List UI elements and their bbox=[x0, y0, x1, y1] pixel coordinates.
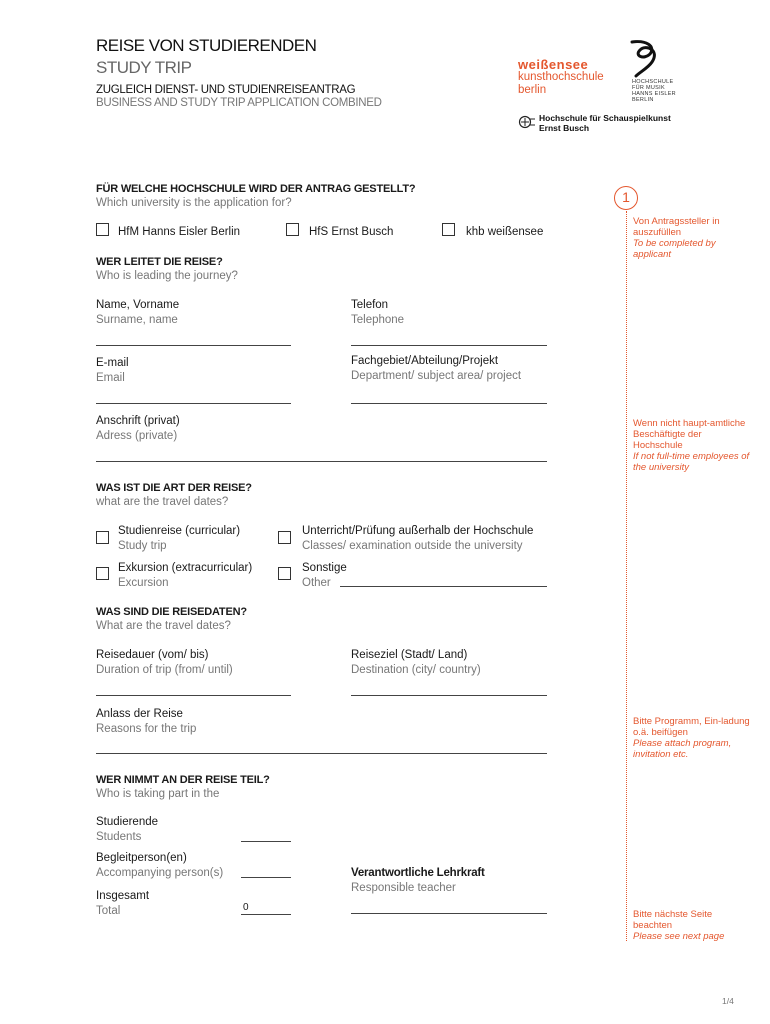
hfm-logo-text: HOCHSCHULE FÜR MUSIK HANNS EISLER BERLIN bbox=[632, 79, 676, 103]
email-label-en: Email bbox=[96, 372, 125, 384]
total-label-en: Total bbox=[96, 905, 121, 917]
form-title-en: STUDY TRIP bbox=[96, 58, 192, 77]
type-question: WAS IST DIE ART DER REISE? bbox=[96, 482, 252, 494]
step-number-badge: 1 bbox=[614, 186, 638, 210]
hfm-emblem-icon bbox=[626, 38, 664, 78]
busch-emblem-icon bbox=[518, 115, 536, 129]
name-field[interactable] bbox=[96, 345, 291, 346]
dates-question-en: What are the travel dates? bbox=[96, 620, 231, 632]
classes-outside-label: Unterricht/Prüfung außerhalb der Hochschule bbox=[302, 525, 534, 537]
address-label-en: Adress (private) bbox=[96, 430, 178, 442]
excursion-label-en: Excursion bbox=[118, 577, 169, 589]
checkbox-hfs[interactable] bbox=[286, 223, 299, 236]
reason-label: Anlass der Reise bbox=[96, 708, 183, 720]
teacher-field[interactable] bbox=[351, 913, 547, 914]
weissensee-logo: weißensee kunsthochschule berlin bbox=[518, 57, 604, 96]
phone-field[interactable] bbox=[351, 345, 547, 346]
name-label-en: Surname, name bbox=[96, 314, 178, 326]
name-label: Name, Vorname bbox=[96, 299, 180, 311]
other-label: Sonstige bbox=[302, 562, 347, 574]
teacher-label-en: Responsible teacher bbox=[351, 882, 456, 894]
type-question-en: what are the travel dates? bbox=[96, 496, 229, 508]
destination-label-en: Destination (city/ country) bbox=[351, 664, 481, 676]
email-label: E-mail bbox=[96, 357, 129, 369]
checkbox-classes-outside[interactable] bbox=[278, 531, 291, 544]
busch-logo-text: Hochschule für Schauspielkunst Ernst Busch bbox=[539, 113, 671, 133]
checkbox-study-trip[interactable] bbox=[96, 531, 109, 544]
dotted-guide-line bbox=[626, 211, 627, 941]
other-label-en: Other bbox=[302, 577, 331, 589]
department-label: Fachgebiet/Abteilung/Projekt bbox=[351, 355, 499, 367]
checkbox-other[interactable] bbox=[278, 567, 291, 580]
destination-field[interactable] bbox=[351, 695, 547, 696]
excursion-label: Exkursion (extracurricular) bbox=[118, 562, 253, 574]
students-label-en: Students bbox=[96, 831, 142, 843]
students-label: Studierende bbox=[96, 816, 159, 828]
note-next-page: Bitte nächste Seite beachten Please see next page bbox=[633, 909, 725, 942]
department-label-en: Department/ subject area/ project bbox=[351, 370, 522, 382]
phone-label-en: Telephone bbox=[351, 314, 405, 326]
note-employees: Wenn nicht haupt-amtliche Beschäftigte der Hochschule If not full-time employees of the university bbox=[633, 418, 750, 473]
form-subtitle-en: BUSINESS AND STUDY TRIP APPLICATION COMBINED bbox=[96, 97, 382, 109]
option-hfm-label: HfM Hanns Eisler Berlin bbox=[118, 226, 241, 238]
destination-label: Reiseziel (Stadt/ Land) bbox=[351, 649, 468, 661]
duration-label-en: Duration of trip (from/ until) bbox=[96, 664, 233, 676]
university-question: FÜR WELCHE HOCHSCHULE WIRD DER ANTRAG GESTELLT? bbox=[96, 183, 416, 195]
address-label: Anschrift (privat) bbox=[96, 415, 180, 427]
participants-question-en: Who is taking part in the bbox=[96, 788, 220, 800]
total-count-field[interactable] bbox=[241, 914, 291, 915]
note-applicant: Von Antragssteller in auszufüllen To be completed by applicant bbox=[633, 216, 720, 260]
total-label: Insgesamt bbox=[96, 890, 150, 902]
leader-question-en: Who is leading the journey? bbox=[96, 270, 238, 282]
note-program: Bitte Programm, Ein-ladung o.ä. beifügen Please attach program, invitation etc. bbox=[633, 716, 750, 760]
total-value: 0 bbox=[243, 902, 249, 913]
participants-question: WER NIMMT AN DER REISE TEIL? bbox=[96, 774, 270, 786]
study-trip-label: Studienreise (curricular) bbox=[118, 525, 241, 537]
phone-label: Telefon bbox=[351, 299, 389, 311]
accompanying-label-en: Accompanying person(s) bbox=[96, 867, 224, 879]
students-count-field[interactable] bbox=[241, 841, 291, 842]
study-trip-label-en: Study trip bbox=[118, 540, 167, 552]
checkbox-khb[interactable] bbox=[442, 223, 455, 236]
accompanying-label: Begleitperson(en) bbox=[96, 852, 187, 864]
leader-question: WER LEITET DIE REISE? bbox=[96, 256, 223, 268]
form-title: REISE VON STUDIERENDEN bbox=[96, 36, 317, 55]
checkbox-excursion[interactable] bbox=[96, 567, 109, 580]
department-field[interactable] bbox=[351, 403, 547, 404]
email-field[interactable] bbox=[96, 403, 291, 404]
reason-label-en: Reasons for the trip bbox=[96, 723, 197, 735]
dates-question: WAS SIND DIE REISEDATEN? bbox=[96, 606, 247, 618]
option-khb-label: khb weißensee bbox=[466, 226, 544, 238]
other-field[interactable] bbox=[340, 586, 547, 587]
option-hfs-label: HfS Ernst Busch bbox=[309, 226, 394, 238]
form-subtitle: ZUGLEICH DIENST- UND STUDIENREISEANTRAG bbox=[96, 84, 356, 96]
duration-field[interactable] bbox=[96, 695, 291, 696]
university-question-en: Which university is the application for? bbox=[96, 197, 292, 209]
reason-field[interactable] bbox=[96, 753, 547, 754]
checkbox-hfm[interactable] bbox=[96, 223, 109, 236]
duration-label: Reisedauer (vom/ bis) bbox=[96, 649, 209, 661]
teacher-label: Verantwortliche Lehrkraft bbox=[351, 867, 485, 879]
accompanying-count-field[interactable] bbox=[241, 877, 291, 878]
classes-outside-label-en: Classes/ examination outside the university bbox=[302, 540, 523, 552]
page-number: 1/4 bbox=[722, 996, 734, 1006]
address-field[interactable] bbox=[96, 461, 547, 462]
